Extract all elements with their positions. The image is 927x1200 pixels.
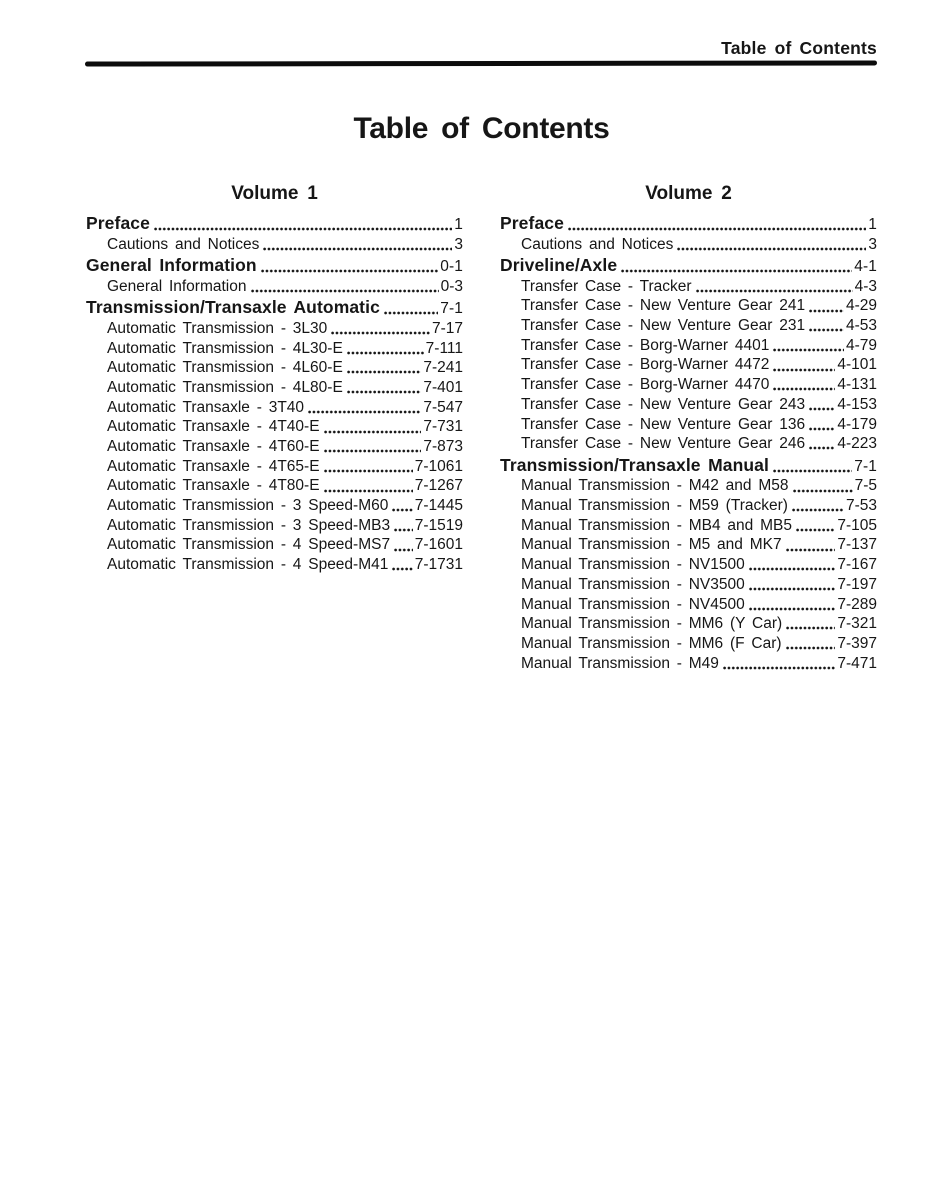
page-number: 4-29 [845,297,877,315]
toc-entry [500,516,877,536]
toc-entry [86,496,463,516]
toc-entries [86,212,463,575]
toc-entry-label: Transfer Case - New Venture Gear 241 [521,297,806,315]
toc-entry [500,395,877,415]
page-number: 0-3 [440,277,463,295]
page-number: 7-547 [423,398,463,416]
page-number: 7-1 [440,300,463,318]
page-title: Table of Contents [353,112,610,145]
page-number: 4-79 [845,336,877,354]
dot-leader [773,387,835,391]
toc-column-volume-2 [500,183,877,673]
dot-leader [786,548,836,552]
toc-entry [86,254,463,277]
toc-entry-label: Automatic Transmission - 3 Speed-MB3 [107,516,391,534]
toc-entry [500,277,877,297]
dot-leader [786,626,835,630]
dot-leader [394,528,413,532]
dot-leader [308,410,421,414]
toc-entry-label: Transfer Case - New Venture Gear 246 [521,435,806,453]
page-number: 7-401 [423,378,463,396]
dot-leader [793,489,853,493]
page-number: 7-197 [837,575,877,593]
page-number: 4-53 [845,317,877,335]
toc-entry-label: General Information [107,277,247,295]
dot-leader [347,390,422,394]
dot-leader [261,269,439,273]
toc-entry-label: General Information [86,255,257,276]
toc-entry [500,634,877,654]
toc-entry-label: Transfer Case - Tracker [521,277,692,295]
toc-entry [86,516,463,536]
toc-entry [86,277,463,297]
page-number: 3 [454,235,463,253]
dot-leader [786,646,836,650]
page-number: 4-223 [837,435,877,453]
toc-entry-label: Automatic Transmission - 3 Speed-M60 [107,497,389,515]
page-number: 7-1601 [414,536,463,554]
toc-entry [86,358,463,378]
page-number: 4-131 [837,376,877,394]
page-number: 7-321 [837,615,877,633]
dot-leader [792,508,844,512]
toc-entry-label: Manual Transmission - MM6 (F Car) [521,634,782,652]
toc-entry [86,296,463,319]
toc-entry-label: Transfer Case - Borg-Warner 4472 [521,356,770,374]
page-number: 7-1519 [414,516,463,534]
toc-entry-label: Manual Transmission - NV3500 [521,575,745,593]
page-number: 7-1267 [414,477,463,495]
dot-leader [263,247,452,251]
toc-entry [500,535,877,555]
dot-leader [696,289,853,293]
toc-entry-label: Transfer Case - New Venture Gear 136 [521,415,806,433]
toc-entry-label: Manual Transmission - NV1500 [521,556,745,574]
dot-leader [749,587,836,591]
page-number: 1 [454,216,463,233]
toc-entry [500,336,877,356]
toc-entry [86,457,463,477]
page-number: 7-1731 [414,556,463,574]
toc-entry-label: Automatic Transaxle - 3T40 [107,398,305,416]
toc-entry [500,575,877,595]
dot-leader [773,348,844,352]
toc-entry [86,555,463,575]
toc-entry-label: Transmission/Transaxle Automatic [86,297,380,318]
toc-entry [86,378,463,398]
toc-entry-label: Automatic Transaxle - 4T60-E [107,438,320,455]
dot-leader [809,328,844,332]
dot-leader [809,407,835,411]
toc-entry-label: Automatic Transmission - 4L80-E [107,378,343,396]
toc-entry-label: Cautions and Notices [107,235,260,253]
toc-entry [86,212,463,235]
toc-entry-label: Automatic Transmission - 3L30 [107,319,328,337]
toc-entry-label: Transfer Case - New Venture Gear 243 [521,395,806,413]
dot-leader [749,567,836,571]
running-header [86,38,877,59]
toc-entry-label: Automatic Transaxle - 4T40-E [107,418,320,436]
dot-leader [809,427,835,431]
toc-entry-label: Manual Transmission - MM6 (Y Car) [521,615,783,633]
toc-entry [86,235,463,255]
page-number: 4-101 [837,356,877,374]
toc-entry [86,319,463,339]
dot-leader [392,567,412,571]
page-number: 7-5 [854,477,877,495]
dot-leader [251,289,439,293]
toc-column-volume-1 [86,183,463,673]
toc-entry-label: Automatic Transmission - 4 Speed-MS7 [107,536,391,554]
toc-entry [500,235,877,255]
dot-leader [568,227,866,231]
toc-columns [86,183,877,673]
page-number: 7-289 [837,595,877,613]
toc-entry-label: Automatic Transmission - 4 Speed-M41 [107,556,389,574]
toc-entry [500,454,877,477]
toc-entry-label: Manual Transmission - M49 [521,654,719,672]
dot-leader [324,469,413,473]
page-number: 7-167 [837,556,877,574]
toc-entry [500,614,877,634]
toc-entry [500,316,877,336]
toc-entry-label: Transfer Case - Borg-Warner 4470 [521,376,770,394]
toc-entry [500,415,877,435]
dot-leader [773,368,835,372]
dot-leader [394,548,413,552]
page-number: 0-1 [440,258,463,276]
toc-entry-label: Automatic Transaxle - 4T80-E [107,477,320,495]
dot-leader [796,528,835,532]
toc-entry-label: Manual Transmission - NV4500 [521,595,745,613]
toc-entry [500,212,877,235]
toc-entry [500,296,877,316]
page-number: 7-111 [425,339,463,357]
dot-leader [331,331,430,335]
page-number: 1 [868,216,877,233]
toc-entry-label: Cautions and Notices [521,235,674,253]
volume-heading: Volume 2 [645,183,732,204]
dot-leader [621,269,852,273]
toc-entry-label: Driveline/Axle [500,255,618,276]
toc-entry [500,375,877,395]
toc-entry-label: Manual Transmission - M5 and MK7 [521,536,782,554]
toc-entry [500,434,877,454]
toc-entry [86,417,463,437]
toc-entry-label: Automatic Transmission - 4L60-E [107,359,343,377]
toc-entries [500,212,877,673]
dot-leader [154,227,452,231]
dot-leader [773,469,852,473]
page-number: 4-179 [837,415,877,433]
dot-leader [324,449,422,453]
toc-entry [500,496,877,516]
page-number: 7-17 [431,319,463,337]
running-header-label: Table of Contents [721,38,877,58]
toc-entry [500,595,877,615]
toc-entry [86,398,463,418]
page-number: 7-1 [854,457,877,475]
page-number: 7-53 [845,497,877,515]
dot-leader [384,311,438,315]
toc-entry [86,437,463,457]
page-number: 7-241 [423,359,463,377]
toc-entry-label: Transfer Case - Borg-Warner 4401 [521,336,770,354]
toc-entry-label: Manual Transmission - M59 (Tracker) [521,497,788,515]
toc-entry-label: Preface [500,213,564,233]
dot-leader [809,309,844,313]
page-number: 4-153 [837,395,877,413]
page-number: 7-1061 [414,457,463,475]
page-number: 7-137 [837,536,877,554]
toc-entry [86,535,463,555]
toc-entry [500,555,877,575]
page-number: 7-471 [837,654,877,672]
dot-leader [677,247,866,251]
toc-entry-label: Manual Transmission - M42 and M58 [521,477,789,495]
toc-entry-label: Automatic Transaxle - 4T65-E [107,457,320,475]
toc-entry-label: Transfer Case - New Venture Gear 231 [521,317,806,335]
page-number: 3 [868,235,877,253]
toc-entry [86,339,463,359]
toc-entry-label: Preface [86,213,150,233]
toc-entry [500,654,877,674]
volume-heading: Volume 1 [231,183,318,204]
dot-leader [347,351,424,355]
page-number: 7-105 [837,516,877,534]
toc-entry-label: Manual Transmission - MB4 and MB5 [521,516,792,534]
dot-leader [749,607,836,611]
toc-entry [500,476,877,496]
page-number: 7-1445 [414,497,463,515]
dot-leader [324,489,413,493]
page-number: 7-731 [423,418,463,436]
toc-entry [500,355,877,375]
page-number: 7-397 [837,634,877,652]
header-rule [85,60,877,66]
dot-leader [723,666,835,670]
dot-leader [392,508,412,512]
toc-entry [86,476,463,496]
dot-leader [324,430,422,434]
toc-entry [500,254,877,277]
dot-leader [347,370,422,374]
toc-entry-label: Transmission/Transaxle Manual [500,454,769,475]
toc-entry-label: Automatic Transmission - 4L30-E [107,339,343,357]
page-number: 4-3 [854,277,877,295]
dot-leader [809,446,835,450]
page-number: 7-873 [423,438,463,455]
page-number: 4-1 [854,258,877,276]
